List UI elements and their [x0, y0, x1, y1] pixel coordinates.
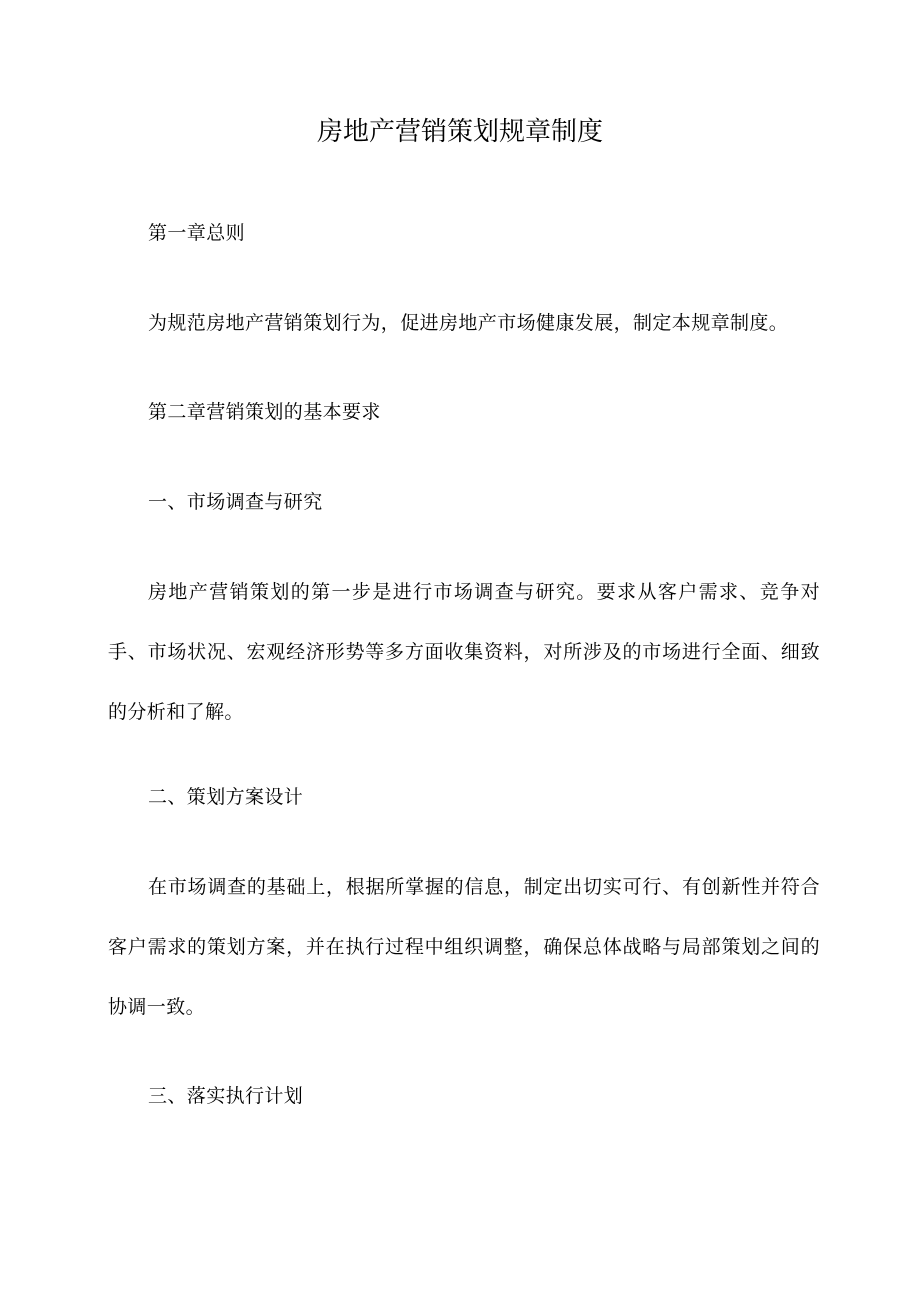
section-1-heading: 一、市场调查与研究 — [148, 491, 323, 513]
section-2-heading: 二、策划方案设计 — [148, 786, 304, 808]
section-3-heading: 三、落实执行计划 — [148, 1085, 304, 1107]
chapter-2-heading: 第二章营销策划的基本要求 — [148, 401, 381, 423]
section-1-paragraph: 房地产营销策划的第一步是进行市场调查与研究。要求从客户需求、竞争对手、市场状况、宏观经济形势等多方面收集资料，对所涉及的市场进行全面、细致的分析和了解。 — [108, 581, 820, 723]
document-title: 房地产营销策划规章制度 — [316, 117, 603, 147]
section-2-paragraph: 在市场调查的基础上，根据所掌握的信息，制定出切实可行、有创新性并符合客户需求的策划方案，并在执行过程中组织调整，确保总体战略与局部策划之间的协调一致。 — [108, 876, 820, 1018]
chapter-1-paragraph: 为规范房地产营销策划行为，促进房地产市场健康发展，制定本规章制度。 — [148, 312, 789, 334]
chapter-1-heading: 第一章总则 — [148, 222, 246, 244]
